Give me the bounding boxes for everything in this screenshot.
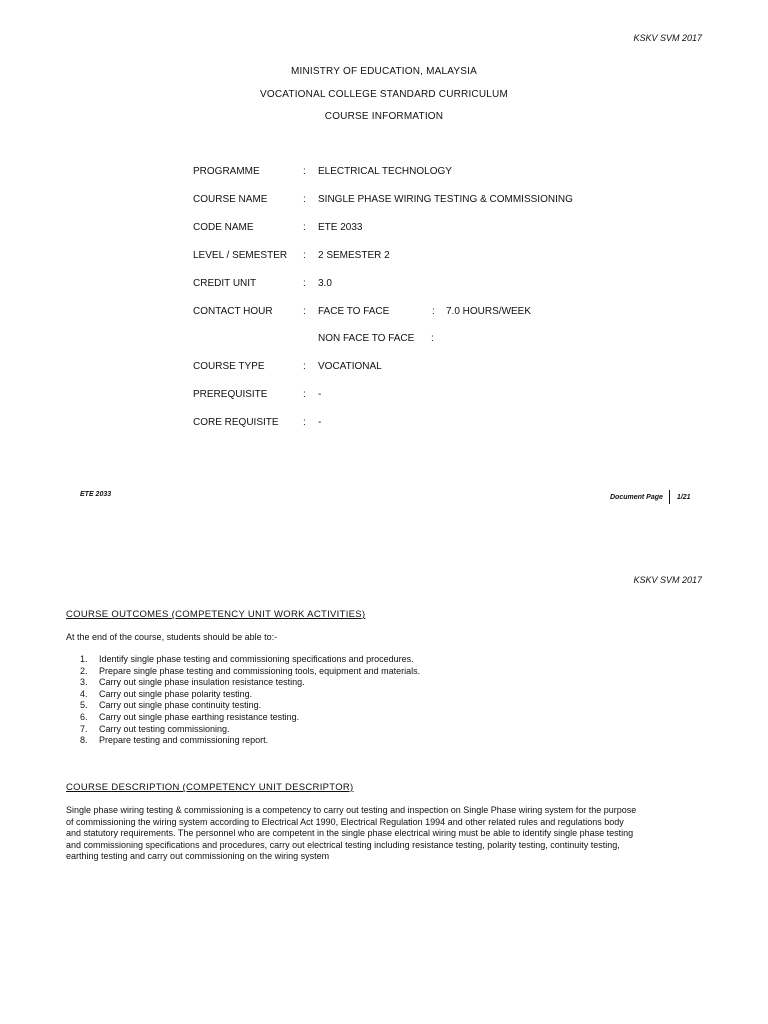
info-value: 3.0 bbox=[318, 278, 332, 289]
info-label: CORE REQUISITE bbox=[193, 417, 279, 428]
info-colon: : bbox=[303, 222, 306, 233]
list-item-number: 8. bbox=[80, 735, 88, 746]
info-colon: : bbox=[303, 361, 306, 372]
info-label: CREDIT UNIT bbox=[193, 278, 257, 289]
info-row-course-type bbox=[193, 361, 653, 375]
list-item-text: Carry out single phase insulation resistance testing. bbox=[99, 677, 305, 688]
list-item-number: 3. bbox=[80, 677, 88, 688]
list-item bbox=[80, 724, 420, 736]
footer-course-code: ETE 2033 bbox=[80, 491, 112, 498]
list-item bbox=[80, 735, 420, 747]
list-item-text: Prepare single phase testing and commissioning tools, equipment and materials. bbox=[99, 665, 421, 676]
list-item-text: Carry out single phase earthing resistance testing. bbox=[99, 711, 300, 722]
info-colon: : bbox=[303, 417, 306, 428]
description-line: earthing testing and carry out commissioning on the wiring system bbox=[66, 851, 330, 861]
info-row-course-name bbox=[193, 194, 653, 208]
info-row-credit-unit bbox=[193, 278, 653, 292]
list-item-text: Carry out single phase polarity testing. bbox=[99, 688, 253, 699]
footer-page-label: Document Page bbox=[610, 493, 663, 501]
list-item bbox=[80, 654, 420, 666]
info-value: ETE 2033 bbox=[318, 222, 363, 233]
outcomes-list bbox=[80, 654, 420, 747]
list-item-text: Carry out single phase continuity testing. bbox=[99, 700, 262, 711]
info-value: SINGLE PHASE WIRING TESTING & COMMISSIONING bbox=[318, 194, 573, 205]
description-line: Single phase wiring testing & commissioning is a competency to carry out testing and inspection on Single Phase wiring system for the purpose bbox=[66, 805, 637, 815]
info-colon: : bbox=[303, 278, 306, 289]
info-label: CODE NAME bbox=[193, 222, 254, 233]
list-item-text: Identify single phase testing and commissioning specifications and procedures. bbox=[99, 654, 414, 664]
header-reference: KSKV SVM 2017 bbox=[633, 33, 702, 43]
info-value: VOCATIONAL bbox=[318, 361, 382, 372]
info-label: LEVEL / SEMESTER bbox=[193, 250, 288, 261]
info-colon: : bbox=[303, 389, 306, 400]
outcomes-heading: COURSE OUTCOMES (COMPETENCY UNIT WORK ACTIVITIES) bbox=[66, 609, 366, 620]
info-row-programme bbox=[193, 166, 653, 180]
list-item bbox=[80, 677, 420, 689]
header-reference-page-2: KSKV SVM 2017 bbox=[633, 575, 702, 585]
list-item bbox=[80, 689, 420, 701]
list-item-text: Prepare testing and commissioning report. bbox=[99, 735, 269, 746]
footer-page-info bbox=[610, 490, 691, 504]
footer-divider bbox=[669, 490, 670, 504]
course-info-title: COURSE INFORMATION bbox=[324, 111, 444, 122]
list-item bbox=[80, 712, 420, 724]
list-item bbox=[80, 666, 420, 678]
face-to-face-value: 7.0 HOURS/WEEK bbox=[446, 306, 532, 317]
outcomes-intro: At the end of the course, students should be able to:- bbox=[66, 632, 278, 642]
footer-page-number: 1/21 bbox=[676, 493, 691, 501]
info-value: - bbox=[318, 417, 322, 428]
curriculum-title: VOCATIONAL COLLEGE STANDARD CURRICULUM bbox=[259, 89, 508, 100]
info-colon: : bbox=[303, 166, 306, 177]
description-line: and commissioning specifications and procedures, carry out electrical testing including resistance testing, polarity testing, continuity testing, bbox=[66, 839, 620, 850]
info-value: ELECTRICAL TECHNOLOGY bbox=[318, 166, 452, 177]
info-label: CONTACT HOUR bbox=[193, 306, 273, 317]
info-colon: : bbox=[303, 194, 306, 205]
non-face-to-face-colon: : bbox=[431, 333, 434, 344]
list-item-number: 2. bbox=[80, 665, 88, 676]
description-paragraph bbox=[66, 805, 702, 863]
list-item-number: 7. bbox=[80, 723, 88, 734]
info-row-core-requisite bbox=[193, 417, 653, 431]
info-colon: : bbox=[303, 306, 306, 317]
list-item-number: 4. bbox=[80, 688, 88, 699]
info-row-level-semester bbox=[193, 250, 653, 264]
description-line: and statutory requirements. The personnel who are competent in the single phase electrical wiring must be able to identify single phase testing bbox=[66, 828, 634, 838]
ministry-title: MINISTRY OF EDUCATION, MALAYSIA bbox=[290, 66, 478, 77]
info-row-contact-hour bbox=[193, 306, 653, 320]
description-heading: COURSE DESCRIPTION (COMPETENCY UNIT DESCRIPTOR) bbox=[66, 782, 354, 793]
info-label: COURSE NAME bbox=[193, 194, 268, 205]
info-value: - bbox=[318, 389, 322, 400]
info-label: COURSE TYPE bbox=[193, 361, 265, 372]
description-line: of commissioning the wiring system according to Electrical Act 1990, Electrical Regulation 1994 and other related rules and regulations body bbox=[66, 816, 624, 827]
list-item-number: 1. bbox=[80, 654, 88, 664]
info-row-prerequisite bbox=[193, 389, 653, 403]
non-face-to-face-label: NON FACE TO FACE bbox=[318, 333, 415, 344]
list-item-number: 6. bbox=[80, 711, 88, 722]
face-to-face-label: FACE TO FACE bbox=[318, 306, 390, 317]
info-colon: : bbox=[303, 250, 306, 261]
info-label: PREREQUISITE bbox=[193, 389, 268, 400]
info-label: PROGRAMME bbox=[193, 166, 260, 177]
list-item-text: Carry out testing commissioning. bbox=[99, 723, 230, 734]
info-value: 2 SEMESTER 2 bbox=[318, 250, 390, 261]
list-item bbox=[80, 700, 420, 712]
list-item-number: 5. bbox=[80, 700, 88, 711]
info-row-code-name bbox=[193, 222, 653, 236]
info-row-non-face-to-face bbox=[193, 333, 653, 347]
face-to-face-colon: : bbox=[432, 306, 435, 317]
